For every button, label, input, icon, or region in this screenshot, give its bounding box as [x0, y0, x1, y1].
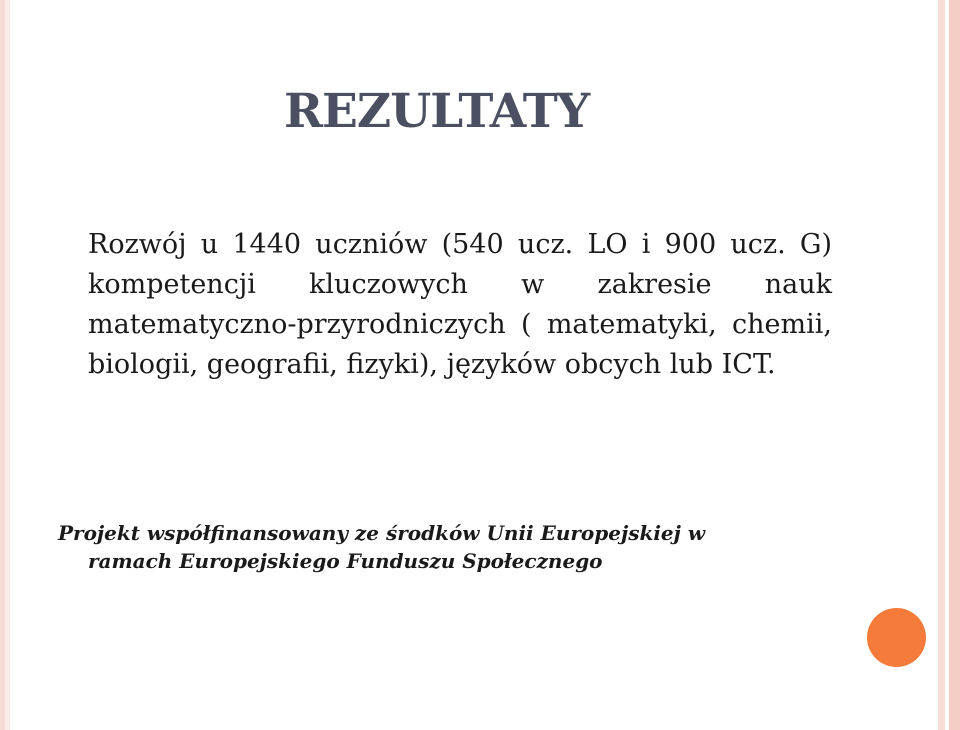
slide-title: REZULTATY: [284, 84, 590, 139]
right-decorative-stripes: [930, 0, 960, 730]
funding-note-line-2: ramach Europejskiego Funduszu Społecznego: [88, 549, 603, 573]
left-decorative-stripe: [0, 0, 10, 730]
funding-note: [58, 519, 818, 575]
funding-note-line-1: Projekt współfinansowany ze środków Unii Europejskiej w: [58, 521, 706, 545]
orange-circle-icon: [867, 608, 926, 667]
slide-body-text: Rozwój u 1440 uczniów (540 ucz. LO i 900 ucz. G) kompetencji kluczowych w zakresie nauk matematyczno-przyrodniczych ( matematyki, chemii, biologii, geografii, fizyki), języków obcych lub ICT.: [88, 229, 832, 380]
